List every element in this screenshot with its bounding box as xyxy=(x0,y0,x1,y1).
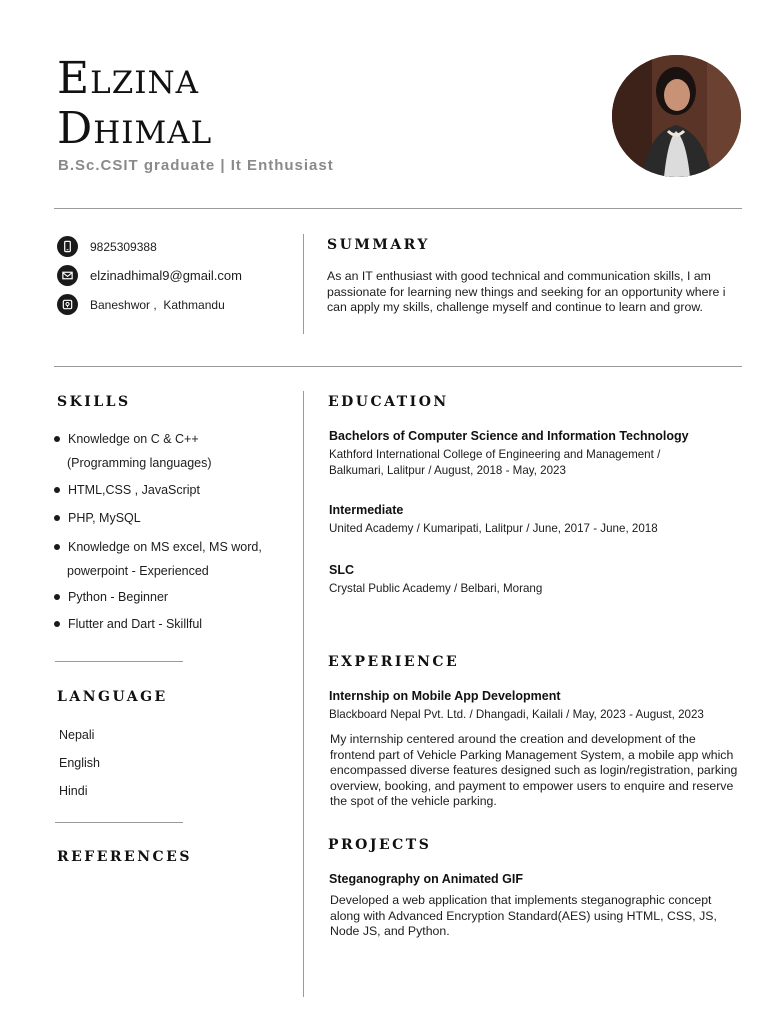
bullet-icon xyxy=(54,594,60,600)
language-item: Hindi xyxy=(59,784,88,798)
education-title: SLC xyxy=(329,563,354,577)
experience-detail: Blackboard Nepal Pvt. Ltd. / Dhangadi, Kailali / May, 2023 - August, 2023 xyxy=(329,708,704,721)
phone-icon xyxy=(57,236,78,257)
header-divider xyxy=(54,208,742,209)
section-divider xyxy=(54,366,742,367)
education-title: Intermediate xyxy=(329,503,404,517)
first-name: Elzina xyxy=(57,53,200,104)
skill-item: Python - Beginner xyxy=(54,585,168,609)
bullet-icon xyxy=(54,487,60,493)
last-name: Dhimal xyxy=(57,103,213,154)
language-divider xyxy=(55,822,183,823)
contact-address xyxy=(57,294,225,315)
tagline: B.Sc.CSIT graduate | It Enthusiast xyxy=(58,157,334,174)
phone-number: 9825309388 xyxy=(90,239,157,254)
skill-item: Flutter and Dart - Skillful xyxy=(54,612,202,636)
bullet-icon xyxy=(54,621,60,627)
skill-item: HTML,CSS , JavaScript xyxy=(54,478,200,502)
skill-item: Knowledge on MS excel, MS word, powerpoint - Experienced xyxy=(54,535,262,583)
skill-item: Knowledge on C & C++ (Programming languages) xyxy=(54,427,212,475)
contact-email xyxy=(57,265,242,286)
language-item: English xyxy=(59,756,100,770)
email-address[interactable]: elzinadhimal9@gmail.com xyxy=(90,268,242,283)
project-description: Developed a web application that implements steganographic concept along with Advanced Encryption Standard(AES) using HTML, CSS, JS, Node JS, and Python. xyxy=(330,893,717,938)
skill-item: PHP, MySQL xyxy=(54,506,141,530)
experience-heading: EXPERIENCE xyxy=(328,654,460,670)
projects-heading: PROJECTS xyxy=(328,837,432,853)
skills-divider xyxy=(55,661,183,662)
references-heading: REFERENCES xyxy=(57,849,192,865)
education-detail: Kathford International College of Engineering and Management / Balkumari, Lalitpur / August, 2018 - May, 2023 xyxy=(329,448,661,477)
language-heading: LANGUAGE xyxy=(57,689,168,705)
summary-heading: SUMMARY xyxy=(327,237,430,253)
profile-photo xyxy=(612,55,741,177)
experience-title: Internship on Mobile App Development xyxy=(329,689,561,703)
education-title: Bachelors of Computer Science and Information Technology xyxy=(329,429,689,443)
language-item: Nepali xyxy=(59,728,95,742)
project-title: Steganography on Animated GIF xyxy=(329,872,523,886)
bullet-icon xyxy=(54,436,60,442)
skills-heading: SKILLS xyxy=(57,394,131,410)
bullet-icon xyxy=(54,544,60,550)
address: Baneshwor , Kathmandu xyxy=(90,297,225,312)
education-heading: EDUCATION xyxy=(328,394,449,410)
summary-text: As an IT enthusiast with good technical and communication skills, I am passionate for learning new things and seeking for an opportunity where i can apply my skills, challenge myself and continue to learn and grow. xyxy=(327,269,726,314)
main-column-divider xyxy=(303,391,304,997)
experience-description: My internship centered around the creation and development of the frontend part of Vehicle Parking Management System, a mobile app which encompassed diverse features designed such as login/registration, parking overview, booking, and payment to empower users to enquire and reserve the spot of the vehicle parking. xyxy=(330,732,738,808)
location-icon xyxy=(57,294,78,315)
education-detail: Crystal Public Academy / Belbari, Morang xyxy=(329,582,543,595)
bullet-icon xyxy=(54,515,60,521)
education-detail: United Academy / Kumaripati, Lalitpur / June, 2017 - June, 2018 xyxy=(329,522,658,535)
contact-phone xyxy=(57,236,157,257)
candidate-name xyxy=(57,54,212,154)
mail-icon xyxy=(57,265,78,286)
top-column-divider xyxy=(303,234,304,334)
